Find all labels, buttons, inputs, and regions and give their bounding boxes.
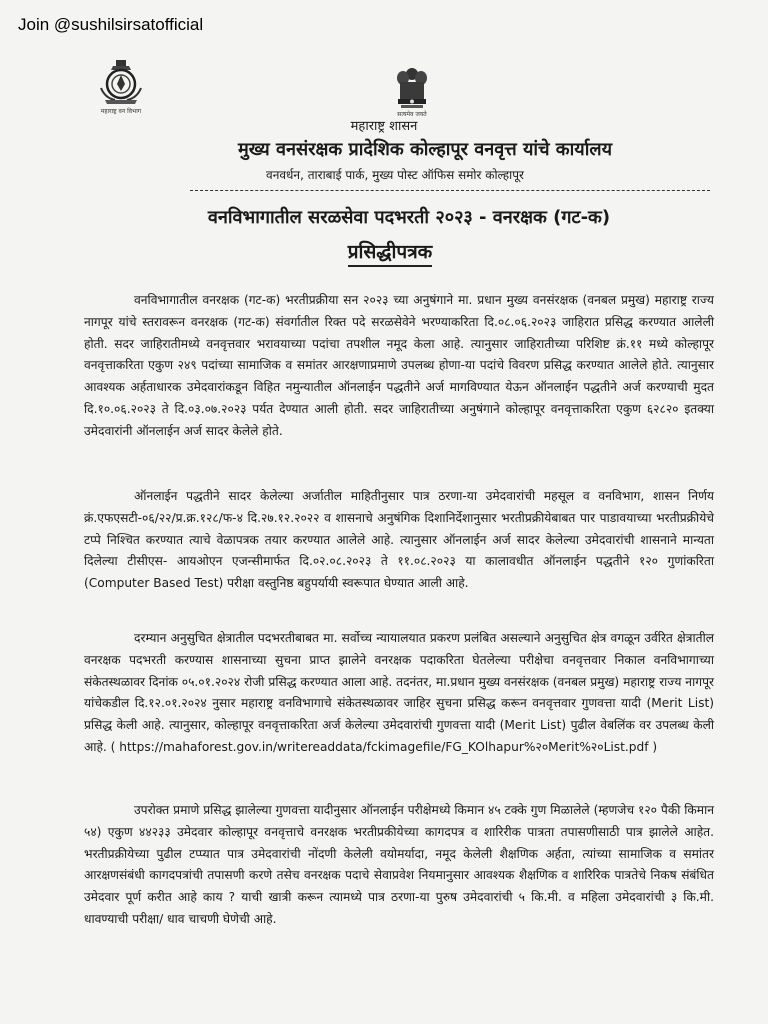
state-emblem-icon [392, 66, 432, 110]
paragraph-1: वनविभागातील वनरक्षक (गट-क) भरतीप्रक्रीया सन २०२३ च्या अनुषंगाने मा. प्रधान मुख्य वनसंरक्षक (वनबल प्रमुख) महाराष्ट्र राज्य नागपूर यांचे स्तरावरून वनरक्षक (गट-क) संवर्गातील रिक्त पदे सरळसेवेने भरण्याकरिता दि.०८.०६.२०२३ जाहिरात प्रसिद्ध करण्यात आलेली होती. सदर जाहिरातीमध्ये वनवृत्तवार भरावयाच्या पदांचा तपशील नमूद केला आहे. त्यानुसार जाहिरातीच्या परिशिष्ट क्रं.११ मध्ये कोल्हापूर वनवृत्ताकरिता एकुण २४९ पदांच्या सामाजिक व समांतर आरक्षणाप्रमाणे उपलब्ध होणा-या पदांचे विवरण प्रसिद्ध करण्यात आलेले होते. त्यानुसार आवश्यक अर्हताधारक उमेदवारांकडून विहित नमुन्यातील ऑनलाईन पद्धतीने अर्ज मागविण्यात येऊन ऑनलाईन पद्धतीने अर्ज करण्याची मुदत दि.१०.०६.२०२३ ते दि.०३.०७.२०२३ पर्यत देण्यात आली होती. सदर जाहिरातीच्या अनुषंगाने कोल्हापूर वनवृत्ताकरिता एकुण ६२८२० इतक्या उमेदवारांनी ऑनलाईन अर्ज सादर केलेले होते. [84, 293, 714, 438]
paragraph-2: ऑनलाईन पद्धतीने सादर केलेल्या अर्जातील माहितीनुसार पात्र ठरणा-या उमेदवारांची महसूल व वनविभाग, शासन निर्णय क्रं.एफएसटी-०६/२२/प्र.क्र.१२८/फ-४ दि.२७.१२.२०२२ व शासनाचे अनुषंगिक दिशानिर्देशानुसार भरतीप्रक्रीयेबाबत पार पाडावयाच्या भरतीप्रक्रीयेचे टप्पे निश्चित करण्यात त्याचे वेळापत्रक तयार करण्यात आलेले आहे. त्यानुसार ऑनलाईन अर्ज सादर केलेल्या उमेदवारांची शासनाने मान्यता दिलेल्या टीसीएस- आयओएन एजन्सीमार्फत दि.०२.०८.२०२३ ते ११.०८.२०२३ या कालावधीत ऑनलाईन पद्धतीने १२० गुणांकरिता (Computer Based Test) परीक्षा वस्तुनिष्ठ बहुपर्यायी स्वरूपात घेण्यात आली आहे. [84, 489, 714, 591]
state-emblem [388, 66, 436, 118]
paragraph-3: दरम्यान अनुसुचित क्षेत्रातील पदभरतीबाबत मा. सर्वोच्च न्यायालयात प्रकरण प्रलंबित असल्याने अनुसुचित क्षेत्र वगळून उर्वरित क्षेत्रातील वनरक्षक पदभरती करण्यास शासनाच्या सुचना प्राप्त झालेने वनरक्षक पदाकरिता घेतलेल्या परीक्षेचा वनवृत्तवार निकाल वनविभागाच्या संकेतस्थळावर दिनांक ०५.०१.२०२४ रोजी प्रसिद्ध करण्यात आला आहे. तदनंतर, मा.प्रधान मुख्य वनसंरक्षक (वनबल प्रमुख) महाराष्ट्र राज्य नागपूर यांचेकडील दि.१२.०१.२०२४ नुसार महाराष्ट्र वनविभागाचे संकेतस्थळावर जाहिर सुचना प्रसिद्ध करून वनवृत्तवार गुणवत्ता यादी (Merit List) प्रसिद्ध केली आहे. त्यानुसार, कोल्हापूर वनवृत्ताकरिता अर्ज केलेल्या उमेदवारांची गुणवत्ता यादी (Merit List) पुढील वेबलिंक वर उपलब्ध केली आहे. ( https://mahaforest.gov.in/writereaddata/fckimagefile/FG_KOlhapur%२०Merit%२०List.pdf ) [84, 631, 714, 754]
notice-title [0, 238, 768, 264]
channel-watermark: Join @sushilsirsatofficial [18, 15, 204, 34]
paragraph-4: उपरोक्त प्रमाणे प्रसिद्ध झालेल्या गुणवत्ता यादीनुसार ऑनलाईन परीक्षेमध्ये किमान ४५ टक्के गुण मिळालेले (म्हणजेच १२० पैकी किमान ५४) एकुण ४४२३३ उमेदवार कोल्हापूर वनवृत्ताचे वनरक्षक भरतीप्रकीयेच्या कागदपत्र व शारिरीक पात्रता तपासणीसाठी पात्र झालेले आहेत. भरतीप्रक्रीयेच्या पुढील टप्प्यात पात्र उमेदवारांची नोंदणी केलेली वयोमर्यादा, नमूद केलेली शैक्षणिक अर्हता, त्यांच्या सामाजिक व समांतर आरक्षणसंबंधी कागदपत्रांची तपासणी करणे तसेच वनरक्षक पदाचे सेवाप्रवेश नियमानुसार आवश्यक शैक्षणिक व शारिरिक पात्रतेचे निकष संबंधित उमेदवार पूर्ण करीत आहे काय ? याची खात्री करून त्यामध्ये पात्र ठरणा-या पुरुष उमेदवारांची ५ कि.मी. व महिला उमेदवारांची ३ कि.मी. धावण्याची परीक्षा/ धाव चाचणी घेणेची आहे. [84, 803, 714, 926]
left-emblem-caption: महाराष्ट्र वन विभाग [100, 108, 142, 115]
office-name: मुख्य वनसंरक्षक प्रादेशिक कोल्हापूर वनवृत्त यांचे कार्यालय [237, 139, 613, 160]
center-emblem-caption: सत्यमेव जयते [397, 111, 427, 118]
header-divider [190, 190, 710, 191]
notice-title-text: प्रसिद्धीपत्रक [348, 241, 433, 267]
forest-department-logo [92, 58, 150, 115]
office-address: वनवर्धन, ताराबाई पार्क, मुख्य पोस्ट ऑफिस समोर कोल्हापूर [266, 168, 524, 182]
notice-subject: वनविभागातील सरळसेवा पदभरती २०२३ - वनरक्षक (गट-क) [207, 207, 611, 228]
forest-department-logo-icon [95, 58, 147, 106]
government-name: महाराष्ट्र शासन [350, 119, 418, 134]
